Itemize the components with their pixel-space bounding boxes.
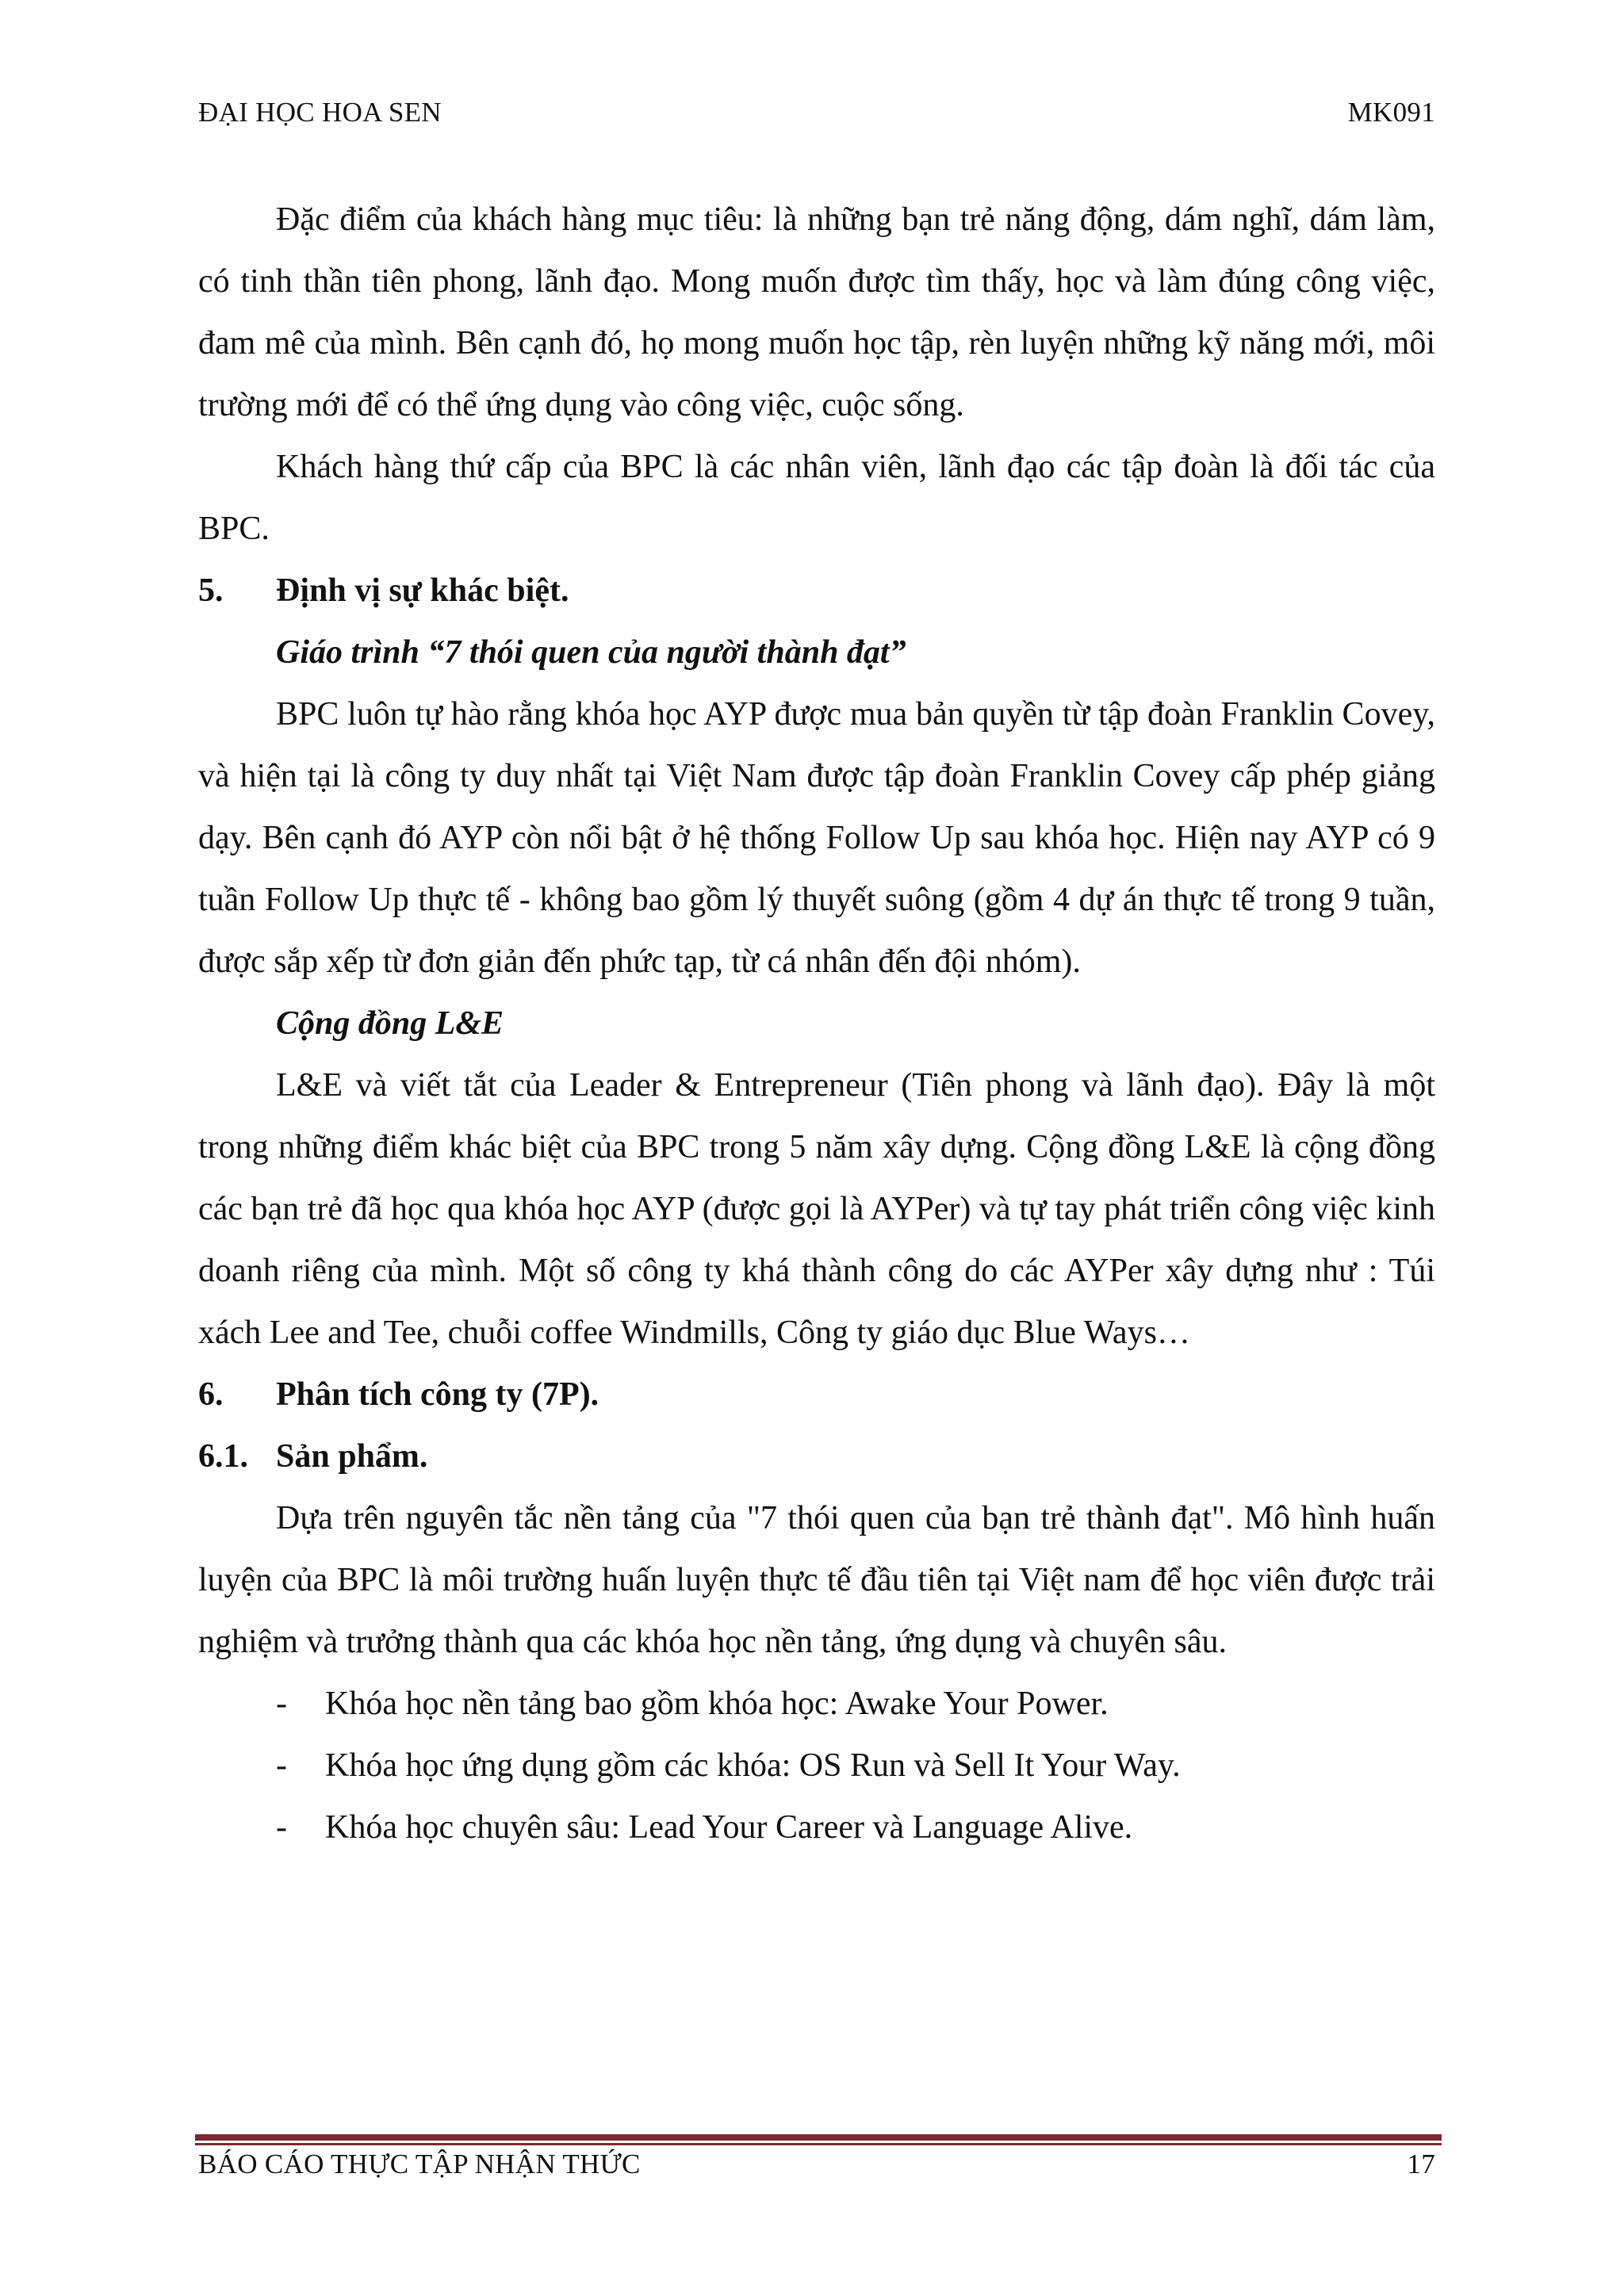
paragraph-community: L&E và viết tắt của Leader & Entrepreneur (Tiên phong và lãnh đạo). Đây là một trong những điểm khác biệt của BPC trong 5 năm xây dựng. Cộng đồng L&E là cộng đồng các bạn trẻ đã học qua khóa học AYP (được gọi là AYPer) và tự tay phát triển công việc kinh doanh riêng của mình. Một số công ty khá thành công do các AYPer xây dựng như : Túi xách Lee and Tee, chuỗi coffee Windmills, Công ty giáo dục Blue Ways…: [198, 1067, 1435, 1351]
bullet-dash: -: [276, 1747, 287, 1784]
list-item: [198, 1797, 1435, 1858]
subheading-curriculum: Giáo trình “7 thói quen của người thành đạt”: [276, 634, 906, 671]
bullet-dash: -: [276, 1809, 287, 1846]
list-item: [198, 1735, 1435, 1797]
paragraph-target-customers: Đặc điểm của khách hàng mục tiêu: là những bạn trẻ năng động, dám nghĩ, dám làm, có tinh thần tiên phong, lãnh đạo. Mong muốn được tìm thấy, học và làm đúng công việc, đam mê của mình. Bên cạnh đó, họ mong muốn học tập, rèn luyện những kỹ năng mới, môi trường mới để có thể ứng dụng vào công việc, cuộc sống.: [198, 201, 1435, 423]
heading-text: Sản phẩm.: [276, 1438, 428, 1475]
page-body: [198, 189, 1435, 1858]
bullet-text: Khóa học ứng dụng gồm các khóa: OS Run và Sell It Your Way.: [325, 1747, 1181, 1784]
heading-section-6: [198, 1364, 1435, 1425]
page-number: 17: [1407, 2149, 1435, 2179]
heading-number: 6.: [198, 1376, 224, 1413]
subheading-community: Cộng đồng L&E: [276, 1005, 504, 1042]
bullet-text: Khóa học nền tảng bao gồm khóa học: Awake Your Power.: [325, 1686, 1109, 1722]
footer-report-title: BÁO CÁO THỰC TẬP NHẬN THỨC: [198, 2149, 641, 2179]
list-item: [198, 1673, 1435, 1735]
paragraph-product: Dựa trên nguyên tắc nền tảng của "7 thói quen của bạn trẻ thành đạt". Mô hình huấn luyện của BPC là môi trường huấn luyện thực tế đầu tiên tại Việt nam để học viên được trải nghiệm và trưởng thành qua các khóa học nền tảng, ứng dụng và chuyên sâu.: [198, 1500, 1435, 1660]
heading-text: Phân tích công ty (7P).: [276, 1376, 599, 1413]
header-course-code: MK091: [1347, 97, 1435, 128]
paragraph-curriculum: BPC luôn tự hào rằng khóa học AYP được mua bản quyền từ tập đoàn Franklin Covey, và hiện tại là công ty duy nhất tại Việt Nam được tập đoàn Franklin Covey cấp phép giảng dạy. Bên cạnh đó AYP còn nổi bật ở hệ thống Follow Up sau khóa học. Hiện nay AYP có 9 tuần Follow Up thực tế - không bao gồm lý thuyết suông (gồm 4 dự án thực tế trong 9 tuần, được sắp xếp từ đơn giản đến phức tạp, từ cá nhân đến đội nhóm).: [198, 696, 1435, 980]
heading-number: 5.: [198, 572, 224, 609]
heading-text: Định vị sự khác biệt.: [276, 572, 569, 609]
header-university: ĐẠI HỌC HOA SEN: [198, 97, 442, 128]
heading-section-5: [198, 560, 1435, 622]
footer-rule-thick: [195, 2134, 1442, 2141]
page-header: [198, 97, 1435, 128]
paragraph-secondary-customers: Khách hàng thứ cấp của BPC là các nhân viên, lãnh đạo các tập đoàn là đối tác của BPC.: [198, 449, 1435, 547]
bullet-dash: -: [276, 1686, 287, 1722]
footer-rule-thin: [195, 2143, 1442, 2145]
page-footer: [198, 2149, 1435, 2180]
bullet-text: Khóa học chuyên sâu: Lead Your Career và Language Alive.: [325, 1809, 1133, 1846]
heading-section-6-1: [198, 1425, 1435, 1487]
heading-number: 6.1.: [198, 1438, 248, 1475]
